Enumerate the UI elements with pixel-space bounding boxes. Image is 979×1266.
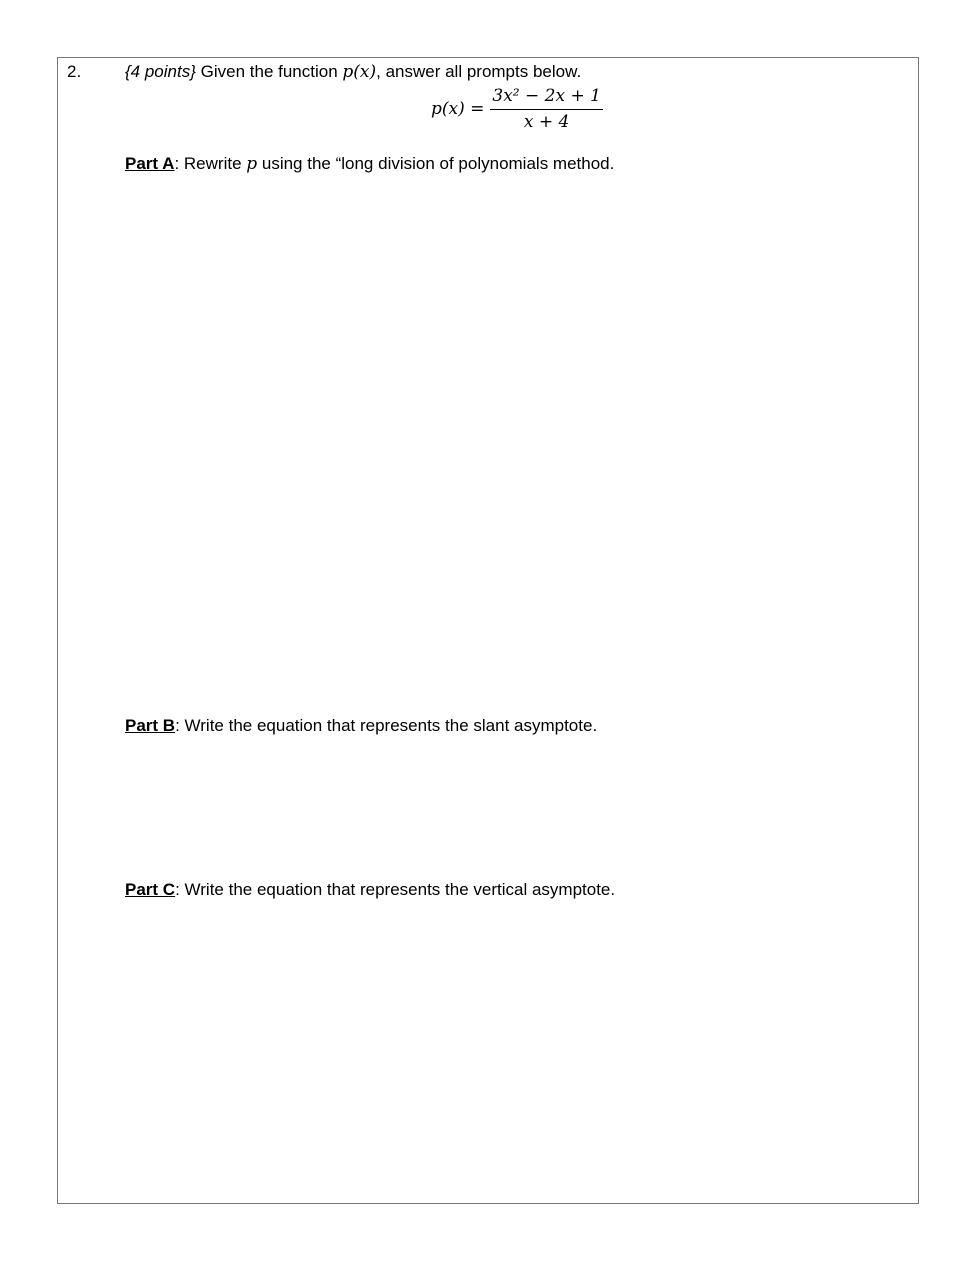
equation-fraction bbox=[490, 85, 603, 133]
part-c-prompt bbox=[125, 879, 615, 901]
prompt-text-after: , answer all prompts below. bbox=[376, 62, 582, 81]
part-c-label: Part C bbox=[125, 880, 176, 899]
part-a-label: Part A bbox=[125, 154, 175, 173]
part-a-var: p bbox=[246, 154, 258, 174]
question-number: 2. bbox=[67, 62, 82, 81]
question-prompt bbox=[125, 61, 581, 83]
equation-denominator: x + 4 bbox=[523, 112, 570, 132]
part-a-text-before: : Rewrite bbox=[174, 154, 247, 173]
part-b-prompt bbox=[125, 715, 597, 737]
function-name: p(x) bbox=[342, 62, 377, 82]
prompt-text-before: Given the function bbox=[195, 62, 343, 81]
part-b-label: Part B bbox=[125, 716, 176, 735]
question-frame bbox=[57, 57, 919, 1204]
equation-lhs: p(x) = bbox=[431, 99, 485, 119]
part-a-prompt bbox=[125, 153, 614, 175]
part-a-text-after: using the “long division of polynomials method. bbox=[257, 154, 615, 173]
points-label: {4 points} bbox=[125, 62, 196, 81]
part-b-text: : Write the equation that represents the slant asymptote. bbox=[175, 716, 598, 735]
part-c-text: : Write the equation that represents the vertical asymptote. bbox=[175, 880, 616, 899]
equation-numerator: 3x² − 2x + 1 bbox=[490, 85, 603, 110]
function-equation bbox=[431, 82, 603, 136]
